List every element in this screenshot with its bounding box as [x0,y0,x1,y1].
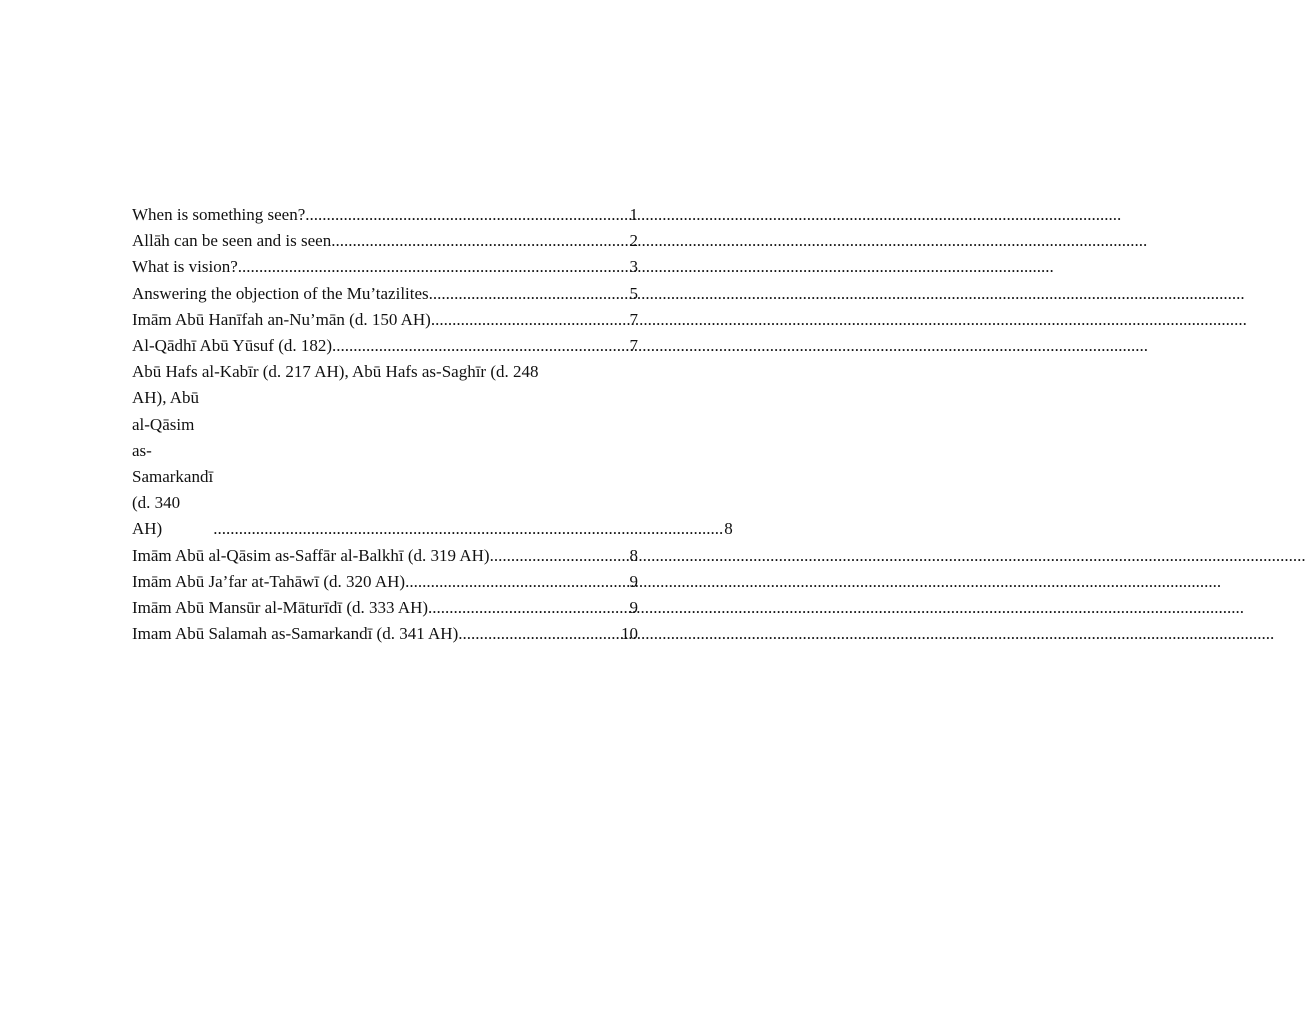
toc-entry-title-line2: AH), Abū al-Qāsim as-Samarkandī (d. 340 AH) [132,388,214,539]
toc-entry-page: 8 [629,545,638,565]
toc-entry[interactable] [132,281,638,307]
toc-entry-title: What is vision? [132,257,238,277]
toc-entry-title: Allāh can be seen and is seen [132,231,332,251]
dot-leader [305,202,628,228]
dot-leader [331,228,628,254]
toc-entry[interactable] [132,595,638,621]
toc-entry[interactable] [132,359,733,542]
dot-leader [431,307,629,333]
toc-entry-title: Imām Abū Ja’far at-Tahāwī (d. 320 AH) [132,571,406,591]
toc-entry[interactable] [132,569,638,595]
toc-entry-title: Imām Abū al-Qāsim as-Saffār al-Balkhī (d. 319 AH) [132,545,490,565]
toc-entry[interactable] [132,228,638,254]
toc-entry-page: 10 [621,624,638,644]
toc-entry[interactable] [132,307,638,333]
toc-entry[interactable] [132,621,638,647]
dot-leader [490,543,629,569]
dot-leader [429,281,629,307]
toc-entry-page: 7 [629,336,638,356]
toc-entry[interactable] [132,202,638,228]
toc-entry-title: Al-Qādhī Abū Yūsuf (d. 182) [132,336,333,356]
toc-entry[interactable] [132,543,638,569]
toc-entry-page: 7 [629,309,638,329]
toc-entry-page: 3 [629,257,638,277]
toc-entry-page: 2 [629,231,638,251]
toc-entry-title: Imam Abū Salamah as-Samarkandī (d. 341 AH) [132,624,459,644]
toc-entry-title-line1: Abū Hafs al-Kabīr (d. 217 AH), Abū Hafs as-Saghīr (d. 248 [132,362,539,382]
toc-entry-page: 9 [629,598,638,618]
toc-entry-title: Imām Abū Hanīfah an-Nu’mān (d. 150 AH) [132,309,431,329]
dot-leader [238,254,629,280]
toc-entry[interactable] [132,254,638,280]
dot-leader [428,595,628,621]
dot-leader: ........................................................................................................................ [213,519,724,539]
toc-entry-page: 1 [629,205,638,224]
toc-entry-page: 5 [629,283,638,303]
toc-entry[interactable] [132,333,638,359]
toc-entry-page: 8 [724,519,733,539]
toc-entry-title: When is something seen? [132,205,306,224]
toc-entry-page: 9 [629,571,638,591]
toc-entry-title: Imām Abū Mansūr al-Māturīdī (d. 333 AH) [132,598,429,618]
table-of-contents [132,202,733,647]
dot-leader [405,569,628,595]
dot-leader [332,333,628,359]
toc-entry-title: Answering the objection of the Mu’tazilites [132,283,429,303]
dot-leader [458,621,620,647]
